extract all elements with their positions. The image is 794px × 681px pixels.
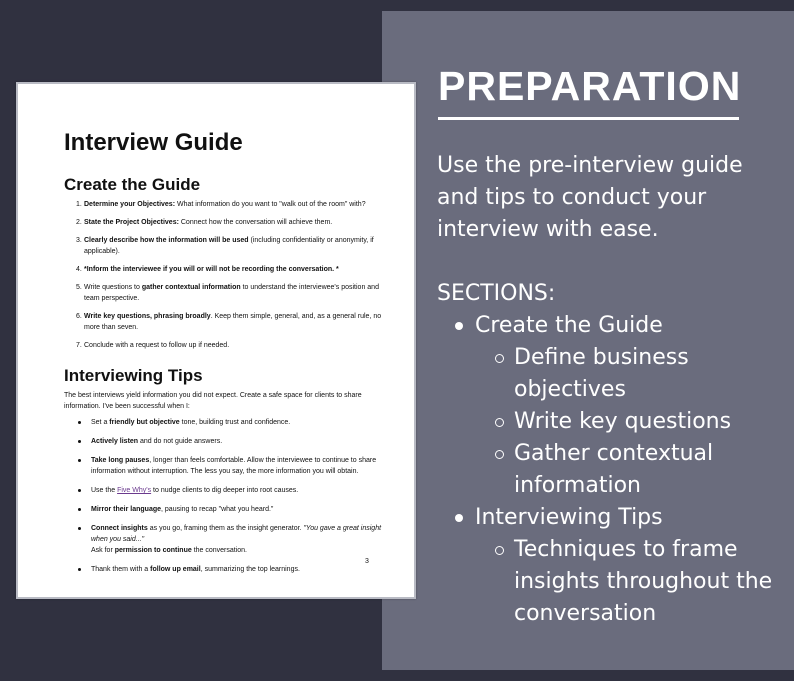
tip-item: Take long pauses, longer than feels comfortable. Allow the interviewee to continue to share information without interruption. The less you say, the more information you will obtain.: [64, 455, 382, 477]
bullet-icon: [78, 568, 81, 571]
section-item: [437, 502, 777, 630]
guide-step: 3. Clearly describe how the information will be used (including confidentiality or anonymity, if applicable).: [76, 237, 374, 255]
section-item: [437, 310, 777, 502]
bullet-icon: [455, 322, 463, 330]
section-label: Create the Guide: [475, 313, 663, 338]
panel-body: [437, 150, 777, 630]
section-label: Interviewing Tips: [475, 505, 663, 530]
subsection-label: Define business objectives: [514, 345, 689, 402]
panel-intro: Use the pre-interview guide and tips to conduct your interview with ease.: [437, 153, 743, 242]
tip-item: Set a friendly but objective tone, building trust and confidence.: [64, 417, 382, 428]
subsection-item: [475, 438, 777, 502]
heading-underline: [438, 117, 739, 120]
guide-heading: Create the Guide: [64, 175, 201, 194]
guide-step: 1. Determine your Objectives: What information do you want to "walk out of the room" with?: [76, 201, 366, 208]
bullet-icon: [78, 489, 81, 492]
bullet-icon: [78, 440, 81, 443]
document-page-preview: [16, 82, 416, 599]
guide-step: 6. Write key questions, phrasing broadly. Keep them simple, general, and, as a general rule, no more than seven.: [76, 313, 382, 331]
subsection-list: [475, 534, 777, 630]
bullet-icon: [78, 527, 81, 530]
guide-step: 2. State the Project Objectives: Connect how the conversation will achieve them.: [76, 219, 333, 226]
document-title: Interview Guide: [64, 129, 243, 156]
subsection-label: Techniques to frame insights throughout the conversation: [514, 537, 773, 626]
subsection-item: [475, 534, 777, 630]
tips-list: [64, 417, 382, 575]
sections-list: [437, 310, 777, 630]
hollow-bullet-icon: [495, 450, 504, 459]
guide-step: 4. *Inform the interviewee if you will or will not be recording the conversation. *: [76, 266, 339, 273]
tip-item: Actively listen and do not guide answers.: [64, 436, 382, 447]
five-whys-link[interactable]: Five Why's: [117, 487, 152, 494]
subsection-item: [475, 342, 777, 406]
sections-label: SECTIONS:: [437, 281, 556, 306]
page-number: 3: [365, 558, 369, 565]
subsection-label: Write key questions: [514, 409, 732, 434]
tip-item: Thank them with a follow up email, summarizing the top learnings.: [64, 564, 382, 575]
bullet-icon: [78, 421, 81, 424]
guide-step: 5. Write questions to gather contextual information to understand the interviewee's position and team perspective.: [76, 284, 379, 302]
subsection-label: Gather contextual information: [514, 441, 714, 498]
guide-step: 7. Conclude with a request to follow up if needed.: [76, 342, 230, 349]
tip-item: Use the Five Why's to nudge clients to dig deeper into root causes.: [64, 485, 382, 496]
tip-item: Connect insights as you go, framing them as the insight generator. "You gave a great insight when you said..." Ask for permission to continue the conversation.: [64, 523, 382, 556]
bullet-icon: [78, 459, 81, 462]
tip-item: Mirror their language, pausing to recap "what you heard.": [64, 504, 382, 515]
tips-intro: The best interviews yield information you did not expect. Create a safe space for clients to share information. I've been successful when I:: [64, 392, 362, 410]
tips-heading: Interviewing Tips: [64, 366, 203, 385]
subsection-list: [475, 342, 777, 502]
panel-heading: PREPARATION: [438, 63, 742, 109]
hollow-bullet-icon: [495, 418, 504, 427]
bullet-icon: [455, 514, 463, 522]
bullet-icon: [78, 508, 81, 511]
hollow-bullet-icon: [495, 354, 504, 363]
guide-steps: [64, 199, 382, 351]
hollow-bullet-icon: [495, 546, 504, 555]
subsection-item: [475, 406, 777, 438]
document-content: [64, 128, 382, 583]
